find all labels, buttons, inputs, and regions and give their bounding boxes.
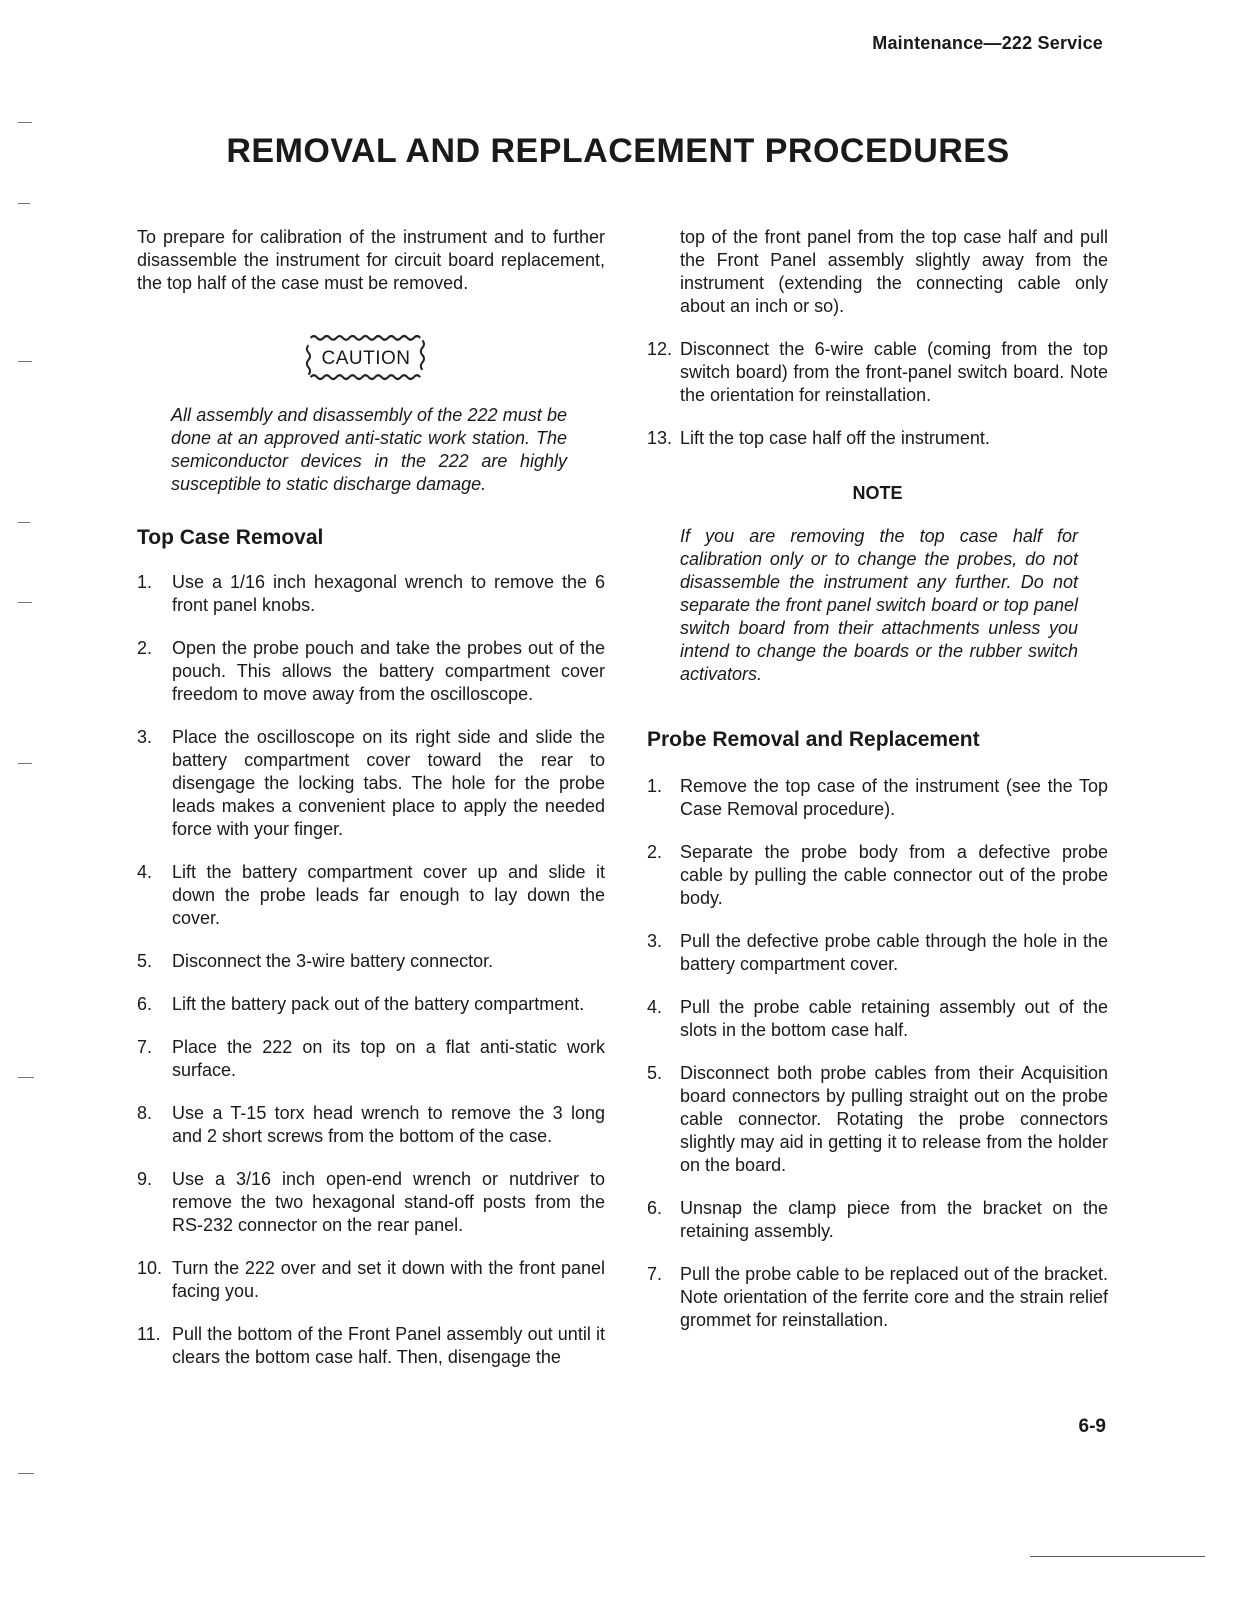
step-number: 13. bbox=[647, 428, 673, 448]
page-number: 6-9 bbox=[1078, 1416, 1106, 1437]
list-item bbox=[647, 427, 1108, 450]
list-item bbox=[137, 993, 605, 1016]
list-item bbox=[137, 1102, 605, 1148]
step-text: Open the probe pouch and take the probes out of the pouch. This allows the battery compartment cover freedom to move away from the oscilloscope. bbox=[172, 638, 605, 704]
step-number: 6. bbox=[647, 1198, 663, 1218]
list-item bbox=[137, 726, 605, 841]
step-number: 11. bbox=[137, 1324, 161, 1344]
step-number: 1. bbox=[647, 776, 663, 796]
step-number: 2. bbox=[647, 842, 663, 862]
list-item bbox=[137, 637, 605, 706]
top-case-steps bbox=[137, 571, 605, 1369]
margin-mark bbox=[18, 1077, 34, 1078]
caution-banner bbox=[127, 333, 605, 382]
step-number: 5. bbox=[647, 1063, 663, 1083]
intro-paragraph: To prepare for calibration of the instrument and to further disassemble the instrument for circuit board replacement, the top half of the case must be removed. bbox=[137, 227, 605, 293]
step-text: Use a T-15 torx head wrench to remove the 3 long and 2 short screws from the bottom of the case. bbox=[172, 1103, 605, 1146]
step-number: 1. bbox=[137, 572, 153, 592]
step-number: 12. bbox=[647, 339, 673, 359]
step-text: Lift the battery pack out of the battery compartment. bbox=[172, 994, 585, 1014]
step-number: 5. bbox=[137, 951, 153, 971]
margin-mark bbox=[18, 602, 32, 603]
step-text: Disconnect the 3-wire battery connector. bbox=[172, 951, 494, 971]
list-item bbox=[647, 1197, 1108, 1243]
right-column bbox=[647, 226, 1108, 1352]
footer-rule bbox=[1030, 1556, 1205, 1557]
list-item bbox=[137, 571, 605, 617]
step-number: 9. bbox=[137, 1169, 153, 1189]
list-item bbox=[647, 1062, 1108, 1177]
step-number: 10. bbox=[137, 1258, 163, 1278]
step-text: Disconnect the 6-wire cable (coming from the top switch board) from the front-panel switch board. Note the orientation for reinstallation. bbox=[680, 339, 1108, 405]
step-text: Pull the defective probe cable through the hole in the battery compartment cover. bbox=[680, 931, 1108, 974]
running-header: Maintenance—222 Service bbox=[872, 33, 1103, 53]
probe-steps bbox=[647, 775, 1108, 1332]
step-text: Lift the top case half off the instrument. bbox=[680, 428, 990, 448]
list-item bbox=[647, 930, 1108, 976]
list-item bbox=[137, 861, 605, 930]
step-number: 7. bbox=[647, 1264, 663, 1284]
step-text: Turn the 222 over and set it down with the front panel facing you. bbox=[172, 1258, 605, 1301]
note-title: NOTE bbox=[852, 483, 903, 503]
step-number: 8. bbox=[137, 1103, 153, 1123]
step-text: Separate the probe body from a defective probe cable by pulling the cable connector out of the probe body. bbox=[680, 842, 1108, 908]
note-text: If you are removing the top case half for calibration only or to change the probes, do not disassemble the instrument any further. Do not separate the front panel switch board or top panel switch board from their attachments unless you intend to change the boards or the rubber switch activators. bbox=[680, 526, 1078, 684]
margin-mark bbox=[18, 522, 30, 523]
step-number: 4. bbox=[647, 997, 663, 1017]
list-item bbox=[647, 338, 1108, 407]
step-text: Pull the probe cable retaining assembly out of the slots in the bottom case half. bbox=[680, 997, 1108, 1040]
margin-mark bbox=[18, 763, 32, 764]
step-text: Pull the bottom of the Front Panel assembly out until it clears the bottom case half. Then, disengage the bbox=[172, 1324, 605, 1367]
top-case-steps-continued bbox=[647, 338, 1108, 450]
list-item bbox=[137, 1257, 605, 1303]
step-number: 4. bbox=[137, 862, 153, 882]
list-item bbox=[137, 1323, 605, 1369]
margin-mark bbox=[18, 361, 32, 362]
step-text: Place the oscilloscope on its right side and slide the battery compartment cover toward the rear to disengage the locking tabs. The hole for the probe leads makes a convenient place to apply the needed force with your finger. bbox=[172, 727, 605, 839]
step-text: Lift the battery compartment cover up and slide it down the probe leads far enough to lay down the cover. bbox=[172, 862, 605, 928]
list-item bbox=[137, 1036, 605, 1082]
step-number: 3. bbox=[647, 931, 663, 951]
list-item bbox=[647, 996, 1108, 1042]
margin-mark bbox=[18, 203, 30, 204]
step-text: Place the 222 on its top on a flat anti-static work surface. bbox=[172, 1037, 605, 1080]
list-item bbox=[647, 775, 1108, 821]
step-11-continued: top of the front panel from the top case half and pull the Front Panel assembly slightly away from the instrument (extending the connecting cable only about an inch or so). bbox=[680, 227, 1108, 316]
caution-label: CAUTION bbox=[321, 348, 411, 369]
margin-mark bbox=[18, 122, 32, 123]
step-text: Use a 3/16 inch open-end wrench or nutdriver to remove the two hexagonal stand-off posts from the RS-232 connector on the rear panel. bbox=[172, 1169, 605, 1235]
page-title: REMOVAL AND REPLACEMENT PROCEDURES bbox=[226, 132, 1010, 170]
step-text: Remove the top case of the instrument (see the Top Case Removal procedure). bbox=[680, 776, 1108, 819]
caution-text: All assembly and disassembly of the 222 must be done at an approved anti-static work station. The semiconductor devices in the 222 are highly susceptible to static discharge damage. bbox=[171, 405, 567, 494]
list-item bbox=[137, 950, 605, 973]
list-item bbox=[647, 841, 1108, 910]
caution-box bbox=[302, 333, 431, 382]
step-text: Unsnap the clamp piece from the bracket on the retaining assembly. bbox=[680, 1198, 1108, 1241]
margin-mark bbox=[18, 1473, 34, 1474]
step-text: Use a 1/16 inch hexagonal wrench to remove the 6 front panel knobs. bbox=[172, 572, 605, 615]
section-heading-top-case-removal: Top Case Removal bbox=[137, 526, 324, 549]
step-text: Pull the probe cable to be replaced out of the bracket. Note orientation of the ferrite core and the strain relief grommet for reinstallation. bbox=[680, 1264, 1108, 1330]
step-number: 7. bbox=[137, 1037, 153, 1057]
step-number: 3. bbox=[137, 727, 153, 747]
step-text: Disconnect both probe cables from their Acquisition board connectors by pulling straight out on the probe cable connector. Rotating the probe connectors slightly may aid in getting it to release from the holder on the board. bbox=[680, 1063, 1108, 1175]
left-column bbox=[137, 226, 605, 1389]
list-item bbox=[137, 1168, 605, 1237]
section-heading-probe-removal: Probe Removal and Replacement bbox=[647, 728, 980, 751]
step-number: 6. bbox=[137, 994, 153, 1014]
list-item bbox=[647, 1263, 1108, 1332]
step-number: 2. bbox=[137, 638, 153, 658]
